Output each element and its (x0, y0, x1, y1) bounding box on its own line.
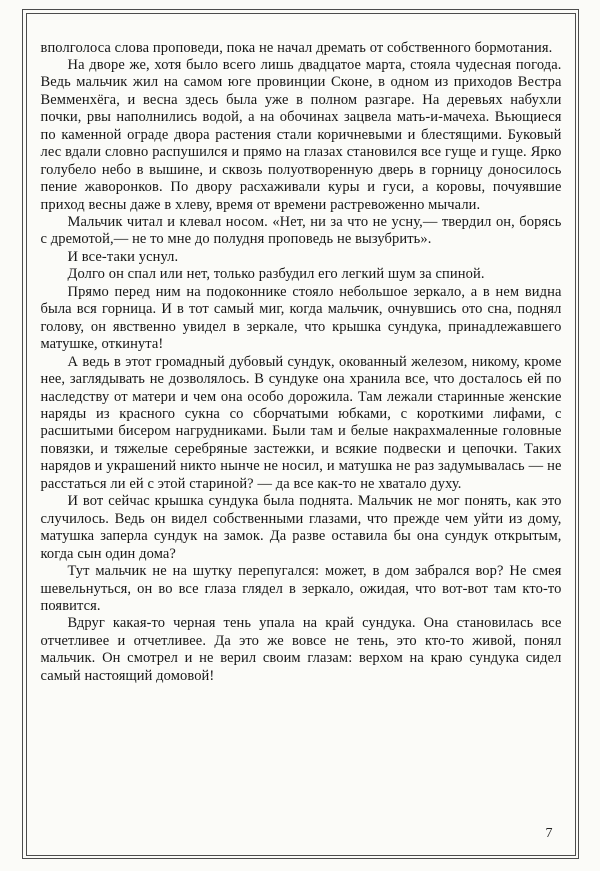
paragraph: Долго он спал или нет, только разбудил его легкий шум за спиной. (67, 266, 485, 283)
paragraph: И все-таки уснул. (67, 248, 179, 265)
paragraph: Вдруг какая-то черная тень упала на край сундука. Она становилась все отчетливее и отчетливее. Да это же вовсе не тень, это кто-то живой, понял мальчик. Он смотрел и не верил своим глазам: верхом на краю сундука сидел самый настоящий домовой! (40, 615, 562, 684)
paragraph: Тут мальчик не на шутку перепугался: может, в дом забрался вор? Не смея шевельнуться, он во все глаза глядел в зеркало, ожидая, что вот-вот там кто-то появится. (40, 563, 562, 614)
paragraph: А ведь в этот громадный дубовый сундук, окованный железом, никому, кроме нее, заглядывать не дозволялось. В сундуке она хранила все, что досталось ей по наследству от матери и чем она особо дорожила. Там лежали старинные женские наряды из красного сукна со сборчатыми юбками, с короткими лифами, с расшитыми бисером нагрудниками. Были там и белые накрахмаленные головные повязки, и тяжелые серебряные застежки, и всякие подвески и цепочки. Таких нарядов и украшений никто нынче не носил, и матушка не раз задумывалась — не расстаться ли ей с этой стариной? — да все как-то не хватало духу. (40, 353, 562, 492)
page-frame-outer (22, 9, 579, 859)
paragraph: Прямо перед ним на подоконнике стояло небольшое зеркало, а в нем видна была вся горница. И в тот самый миг, когда мальчик, очнувшись ото сна, поднял голову, он явственно увидел в зеркале, что крышка сундука, принадлежавшего матушке, откинута! (40, 283, 562, 353)
paragraph: На дворе же, хотя было всего лишь двадцатое марта, стояла чудесная погода. Ведь мальчик жил на самом юге провинции Сконе, в одном из приходов Вестра Вемменхёга, и весна здесь была уже в полном разгаре. На деревьях набухли почки, рвы наполнились водой, а на обочинах зацвела мать-и-мачеха. Вьющиеся по каменной ограде двора растения стали коричневыми и блестящими. Буковый лес вдали словно распушился и прямо на глазах становился все гуще и гуще. Ярко голубело небо в вышине, и сквозь полуотворенную дверь в горницу доносилось пение жаворонков. По двору расхаживали куры и гуси, а коровы, почуявшие приход весны даже в хлеву, время от времени растревоженно мычали. (40, 56, 562, 213)
page-frame-inner (26, 13, 576, 856)
paragraph: вполголоса слова проповеди, пока не начал дремать от собственного бормотания. (40, 39, 553, 56)
paragraph: И вот сейчас крышка сундука была поднята. Мальчик не мог понять, как это случилось. Ведь он видел собственными глазами, что прежде чем уйти из дому, матушка заперла сундук на замок. Да разве оставила бы она сундук открытым, когда сын один дома? (40, 493, 562, 562)
page-content (27, 14, 575, 855)
page-text (41, 40, 562, 686)
paragraph: Мальчик читал и клевал носом. «Нет, ни за что не усну,— твердил он, борясь с дремотой,— не то мне до полудня проповедь не вызубрить». (40, 214, 562, 248)
page-number: 7 (545, 825, 553, 841)
